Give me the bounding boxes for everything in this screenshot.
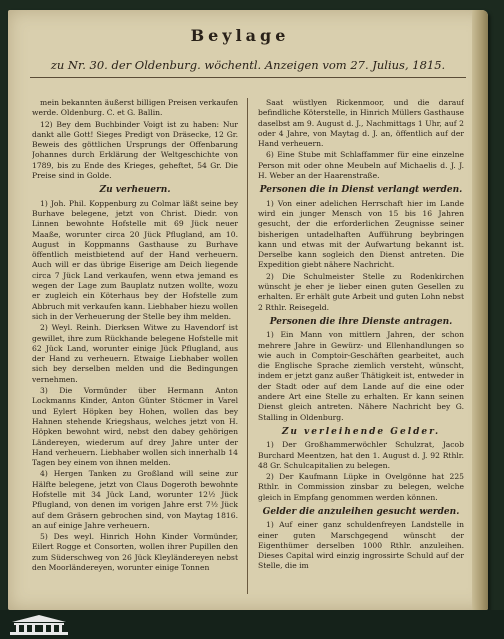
paragraph: 12) Bey dem Buchbinder Voigt ist zu haben: Nur dankt alle Gott! Sieges Predigt von Dräsecke, 12 Gr. Beweis des göttlichen Ursprungs der Offenbarung Johannes durch Erklärung der Weltgeschichte von 1789, bis zu Ende des Krieges, geheftet, 54 Gr. Die Preise sind in Golde.: [32, 119, 238, 181]
library-building-icon: [8, 614, 70, 636]
section-heading: Zu verheuern.: [99, 185, 171, 196]
section-heading: Personen die ihre Dienste antragen.: [269, 316, 453, 327]
document-page: [8, 10, 488, 610]
viewer-footer: [0, 610, 504, 639]
paragraph: 2) Der Kaufmann Lüpke in Ovelgönne hat 225 Rthlr. in Commission zinsbar zu belegen, welche gleich in Empfang genommen werden können.: [258, 472, 464, 502]
section-heading: Personen die in Dienst verlangt werden.: [259, 185, 463, 196]
paragraph: 1) Ein Mann von mittlern Jahren, der schon mehrere Jahre in Gewürz- und Ellenhandlungen so wie auch in Comptoir-Geschäften gearbeitet, auch die Englische Sprache ziemlich versteht, wünscht, indem er jetzt ganz außer Thätigkeit ist, entweder in der Stadt oder auf dem Lande auf die eine oder andere Art eine Stelle zu erhalten. Er kann seinen Dienst gleich antreten. Nähere Nachricht bey G. Stalling in Oldenburg.: [258, 330, 464, 422]
paragraph: 1) Joh. Phil. Koppenburg zu Colmar läßt seine bey Burhave belegene, jetzt von Christ. Diedr. von Linnen bewohnte Hofstelle mit 69 Jück neuer Maaße, worunter circa 20 Jück Pflugland, am 10. August in Koppmanns Gasthause zu Burhave öffentlich meistbietend auf der Hand verheuern. Auch will er das übrige Eiserige am Deich liegende circa 7 Jück Land verkaufen, wenn etwa jemand es wegen der Lage zum Bauplatz nutzen wollte, wozu er zugleich ein Köterhaus bey der Hofstelle zum Abbruch mit verkaufen kann. Liebhaber hiezu wollen sich in der Verheuerung der Stelle bey ihm melden.: [32, 198, 238, 321]
right-column: [258, 98, 464, 598]
page-title: Beylage: [190, 26, 290, 45]
paragraph: 2) Die Schulmeister Stelle zu Rodenkirchen wünscht je eher je lieber einen guten Gesellen zu erhalten. Er erhält gute Arbeit und guten Lohn nebst 2 Rthlr. Reisegeld.: [258, 271, 464, 312]
paragraph: Saat wüstlyen Rickenmoor, und die darauf befindliche Köterstelle, in Hinrich Müllers Gasthause daselbst am 9. August d. J., Nachmittags 1 Uhr, auf 2 oder 4 Jahre, von Maytag d. J. an, öffentlich auf der Hand verheuern.: [258, 98, 464, 149]
paragraph: 5) Des weyl. Hinrich Hohn Kinder Vormünder, Eilert Rogge et Consorten, wollen ihrer Pupillen den zum Süderschweg von 26 Jück Kleyländereyen nebst den Moorländereyen, worunter einige Tonnen: [32, 532, 238, 573]
left-column: [32, 98, 238, 598]
paragraph: 1) Von einer adelichen Herrschaft hier im Lande wird ein junger Mensch von 15 bis 16 Jahren gesucht, der die erforderlichen Zeugnisse seiner bisherigen untadelhaften Aufführung beybringen kann und etwas mit der Aufwartung bekannt ist. Derselbe kann sogleich den Dienst antreten. Die Expedition giebt nähere Nachricht.: [258, 198, 464, 270]
paragraph: 1) Auf einer ganz schuldenfreyen Landstelle in einer guten Marschgegend wünscht der Eigenthümer derselben 1000 Rthlr. anzuleihen. Dieses Capital wird einzig ingrossirte Schuld auf der Stelle, die im: [258, 520, 464, 571]
paragraph: 2) Weyl. Reinh. Dierksen Witwe zu Havendorf ist gewillet, ihre zum Rückhande belegene Hofstelle mit 62 Jück Land, worunter einige Jück Pflugland, aus der Hand zu verheuern. Etwaige Liebhaber wollen sich bey derselben melden und die Bedingungen vernehmen.: [32, 323, 238, 384]
column-divider: [247, 98, 248, 594]
paragraph: 1) Der Großhammerwöchler Schulzrat, Jacob Burchard Meentzen, hat den 1. August d. J. 92 Rthlr. 48 Gr. Schulcapitalien zu belegen.: [258, 440, 464, 470]
paragraph: 4) Hergen Tanken zu Großland will seine zur Hälfte belegene, jetzt von Claus Dogeroth bewohnte Hofstelle mit 34 Jück Land, worunter 12½ Jück Pflugland, von denen im vorigen Jahre erst 7½ Jück auf dem Gräsern gebrochen sind, von Maytag 1816. an auf einige Jahre verheuern.: [32, 469, 238, 530]
paragraph: 3) Die Vormünder über Hermann Anton Lockmanns Kinder, Anton Günter Stöcmer in Varel und Eylert Höpken bey Hohen, wollen das bey Hahnen stehende Kriegshaus, welches jetzt von H. Höpken bewohnt wird, nebst den dabey gehörigen Ländereyen, wiederum auf drey Jahre unter der Hand verheuern. Liebhaber wollen sich innerhalb 14 Tagen bey einem von ihnen melden.: [32, 386, 238, 468]
section-heading: Gelder die anzuleihen gesucht werden.: [262, 506, 460, 517]
page-edge: [472, 10, 488, 610]
page-subtitle: zu Nr. 30. der Oldenburg. wöchentl. Anzeigen vom 27. Julius, 1815.: [30, 58, 466, 78]
paragraph: 6) Eine Stube mit Schlaffammer für eine einzelne Person mit oder ohne Meubeln auf Michaelis d. J. J. H. Weber an der Haarenstraße.: [258, 150, 464, 181]
paragraph: mein bekannten äußerst billigen Preisen verkaufen werde. Oldenburg. C. et G. Ballin.: [32, 98, 238, 118]
section-heading: Zu verleihende Gelder.: [281, 426, 441, 437]
